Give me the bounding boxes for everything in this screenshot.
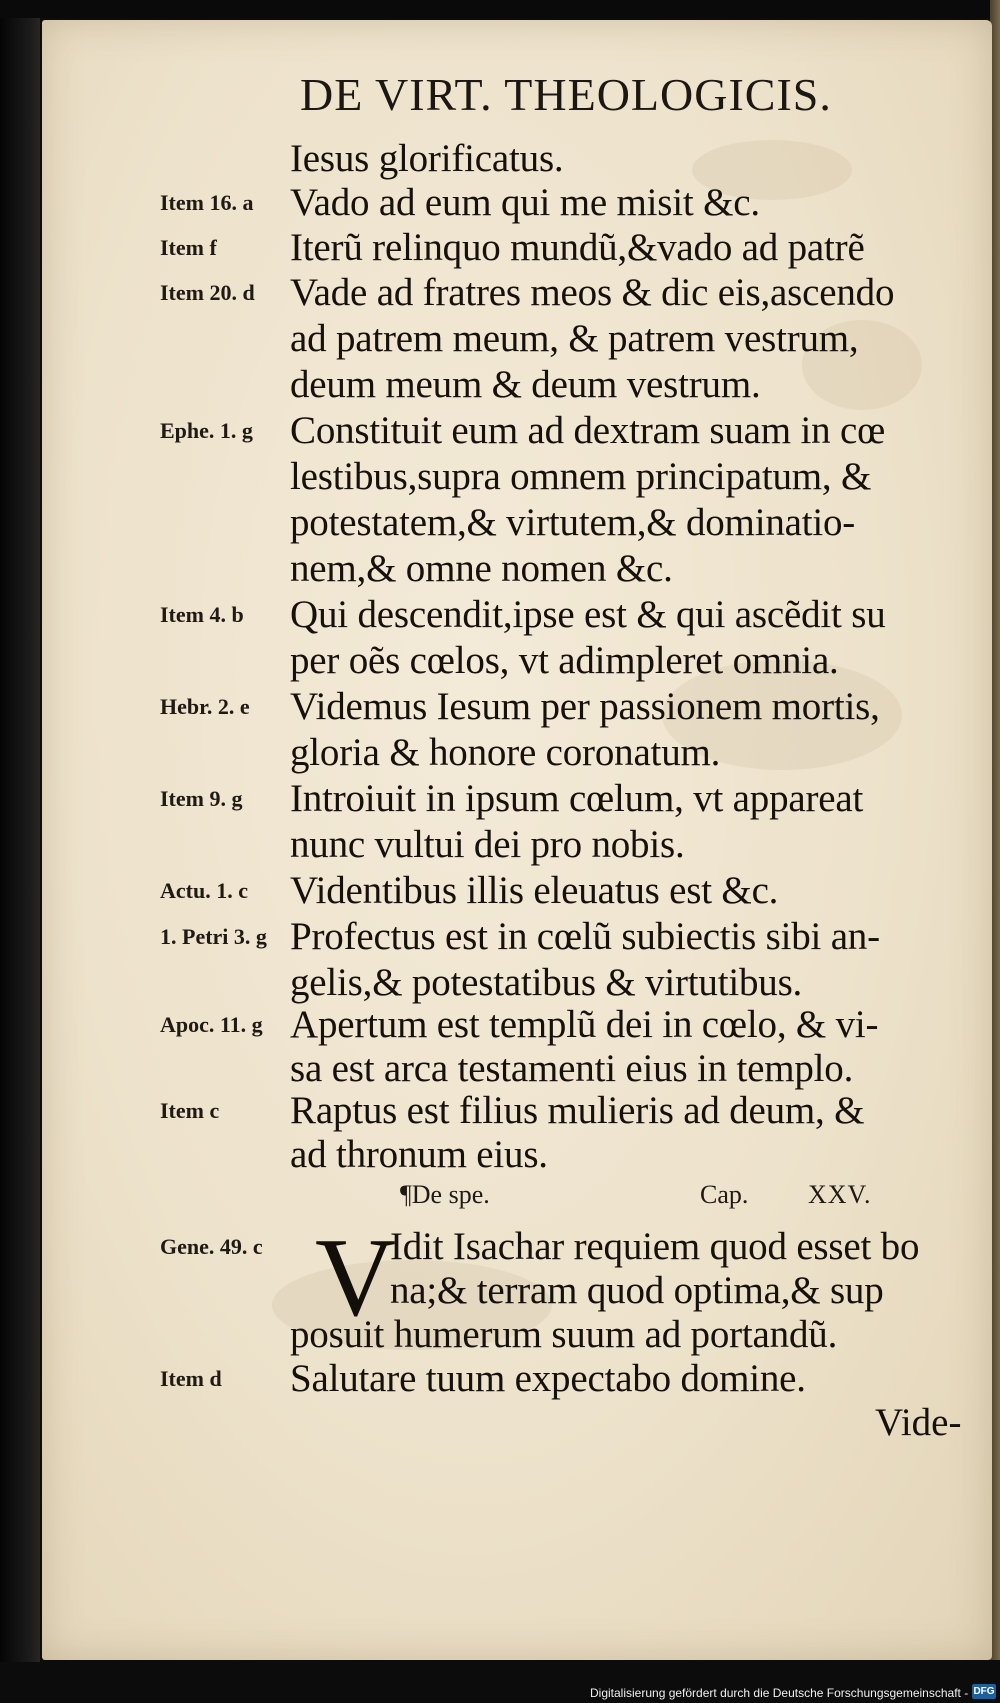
text-line: per oẽs cœlos, vt adimpleret omnia.	[290, 639, 839, 682]
text-row	[0, 638, 1000, 684]
margin-reference: Item 9. g	[160, 786, 243, 811]
chapter-number: XXV.	[808, 1180, 872, 1209]
dfg-logo-badge: DFG	[973, 1686, 995, 1697]
chapter-label: Cap.	[700, 1180, 749, 1209]
text-row	[0, 960, 1000, 1006]
text-line: posuit humerum suum ad portandũ.	[290, 1313, 838, 1356]
text-line: Vade ad fratres meos & dic eis,ascendo	[290, 271, 895, 314]
text-row	[0, 225, 1000, 271]
margin-reference: Apoc. 11. g	[160, 1012, 263, 1037]
drop-cap-initial: V	[315, 1216, 396, 1340]
text-row	[0, 914, 1000, 960]
text-line: Raptus est filius mulieris ad deum, &	[290, 1089, 865, 1132]
text-line: Iterũ relinquo mundũ,&vado ad patrẽ	[290, 226, 865, 269]
text-line: Vado ad eum qui me misit &c.	[290, 181, 760, 224]
section-title: ¶De spe.	[400, 1180, 490, 1209]
text-row	[0, 1046, 1000, 1092]
digitization-credit: Digitalisierung gefördert durch die Deutsche Forschungsgemeinschaft -	[590, 1686, 969, 1700]
text-row	[0, 362, 1000, 408]
text-row	[0, 1132, 1000, 1178]
text-line: Constituit eum ad dextram suam in cœ	[290, 409, 886, 452]
text-line: potestatem,& virtutem,& dominatio-	[290, 501, 856, 544]
text-row	[0, 1088, 1000, 1134]
text-line: sa est arca testamenti eius in templo.	[290, 1047, 854, 1090]
margin-reference: Item d	[160, 1366, 222, 1391]
text-row	[0, 1356, 1000, 1402]
text-line: lestibus,supra omnem principatum, &	[290, 455, 872, 498]
text-line: Apertum est templũ dei in cœlo, & vi-	[290, 1003, 879, 1046]
text-row	[0, 408, 1000, 454]
text-row	[0, 180, 1000, 226]
margin-reference: Item f	[160, 235, 217, 260]
text-row	[0, 270, 1000, 316]
margin-reference: 1. Petri 3. g	[160, 924, 267, 949]
scan-top-border	[0, 0, 1000, 18]
text-line: nunc vultui dei pro nobis.	[290, 823, 685, 866]
text-line: Salutare tuum expectabo domine.	[290, 1357, 806, 1400]
text-row	[0, 868, 1000, 914]
catchword: Vide-	[875, 1401, 962, 1444]
text-row	[0, 592, 1000, 638]
margin-reference: Item 20. d	[160, 280, 255, 305]
text-line: Qui descendit,ipse est & qui ascẽdit su	[290, 593, 886, 636]
text-row	[0, 1312, 1000, 1358]
text-line: deum meum & deum vestrum.	[290, 363, 761, 406]
text-row	[0, 1224, 1000, 1270]
margin-reference: Actu. 1. c	[160, 878, 248, 903]
text-row	[0, 1268, 1000, 1314]
text-row	[0, 730, 1000, 776]
margin-reference: Item 4. b	[160, 602, 244, 627]
margin-reference: Ephe. 1. g	[160, 418, 253, 443]
text-line: Profectus est in cœlũ subiectis sibi an-	[290, 915, 880, 958]
text-line: na;& terram quod optima,& sup	[390, 1269, 884, 1312]
text-line: ad patrem meum, & patrem vestrum,	[290, 317, 859, 360]
text-line: Videmus Iesum per passionem mortis,	[290, 685, 880, 728]
text-row	[0, 822, 1000, 868]
margin-reference: Gene. 49. c	[160, 1234, 263, 1259]
text-line: Idit Isachar requiem quod esset bo	[390, 1225, 920, 1268]
text-row	[0, 684, 1000, 730]
text-line: Iesus glorificatus.	[290, 137, 564, 180]
text-row	[0, 454, 1000, 500]
margin-reference: Item c	[160, 1098, 220, 1123]
text-row	[0, 500, 1000, 546]
text-row	[0, 546, 1000, 592]
text-row	[0, 1002, 1000, 1048]
text-line: nem,& omne nomen &c.	[290, 547, 673, 590]
section-heading	[0, 1180, 1000, 1220]
text-line: Videntibus illis eleuatus est &c.	[290, 869, 779, 912]
text-line: ad thronum eius.	[290, 1133, 548, 1176]
text-line: gloria & honore coronatum.	[290, 731, 721, 774]
text-row	[0, 316, 1000, 362]
margin-reference: Item 16. a	[160, 190, 254, 215]
text-row	[0, 136, 1000, 182]
running-head: DE VIRT. THEOLOGICIS.	[300, 69, 832, 120]
text-row	[0, 776, 1000, 822]
margin-reference: Hebr. 2. e	[160, 694, 250, 719]
text-line: Introiuit in ipsum cœlum, vt appareat	[290, 777, 864, 820]
text-line: gelis,& potestatibus & virtutibus.	[290, 961, 803, 1004]
